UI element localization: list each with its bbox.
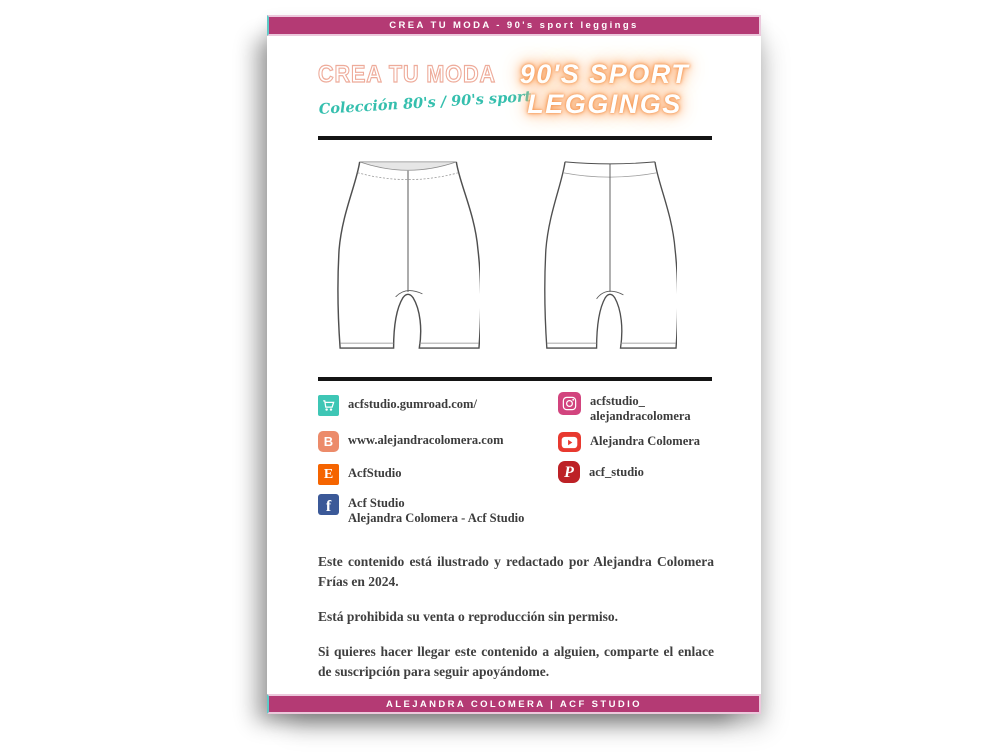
facebook-icon: f [318, 494, 339, 515]
facebook-line1: Acf Studio [348, 496, 405, 510]
pinterest-handle: acf_studio [589, 465, 644, 479]
etsy-handle: AcfStudio [348, 466, 402, 480]
instagram-line1: acfstudio_ [590, 394, 645, 408]
footer-bar-text: ALEJANDRA COLOMERA | ACF STUDIO [386, 698, 642, 710]
etsy-icon: E [318, 464, 339, 485]
instagram-handles [590, 392, 691, 424]
shopping-cart-icon [318, 395, 339, 416]
header-bar-text: CREA TU MODA - 90's sport leggings [389, 20, 639, 31]
facebook-line2: Alejandra Colomera - Acf Studio [348, 511, 525, 525]
brand-logo: CREA TU MODA [318, 61, 496, 88]
header-bar [267, 15, 761, 36]
footer-bar [267, 694, 761, 714]
pinterest-icon: P [558, 461, 580, 483]
gumroad-url: acfstudio.gumroad.com/ [348, 397, 477, 411]
blog-url: www.alejandracolomera.com [348, 433, 504, 447]
copyright-paragraph-2: Está prohibida su venta o reproducción sin permiso. [318, 609, 619, 624]
facebook-handles [348, 494, 524, 526]
brand-logo-block [318, 61, 532, 118]
divider-top [318, 136, 712, 140]
page-title-line1: 90'S SPORT [519, 59, 690, 89]
blogger-icon: B [318, 431, 339, 452]
copyright-text [318, 552, 714, 682]
link-pinterest[interactable] [558, 461, 644, 483]
copyright-paragraph-3: Si quieres hacer llegar este contenido a alguien, comparte el enlace de suscripción para seguir apoyándome. [318, 644, 714, 679]
instagram-line2: alejandracolomera [590, 409, 691, 423]
page-title-line2: LEGGINGS [527, 89, 682, 119]
copyright-paragraph-1: Este contenido está ilustrado y redactado por Alejandra Colomera Frías en 2024. [318, 554, 714, 589]
document-page [267, 15, 761, 714]
link-facebook[interactable] [318, 494, 524, 526]
link-youtube[interactable] [558, 432, 700, 452]
leggings-front-drawing [336, 154, 480, 351]
divider-bottom [318, 377, 712, 381]
instagram-icon [558, 392, 581, 415]
brand-collection: Colección 80's / 90's sport [318, 88, 532, 118]
link-etsy[interactable] [318, 464, 401, 485]
youtube-channel: Alejandra Colomera [590, 434, 701, 448]
link-blog[interactable] [318, 431, 504, 452]
link-gumroad[interactable] [318, 395, 477, 416]
page-title [497, 59, 712, 119]
link-instagram[interactable] [558, 392, 691, 424]
leggings-back-drawing [543, 154, 677, 351]
youtube-icon [558, 432, 581, 452]
